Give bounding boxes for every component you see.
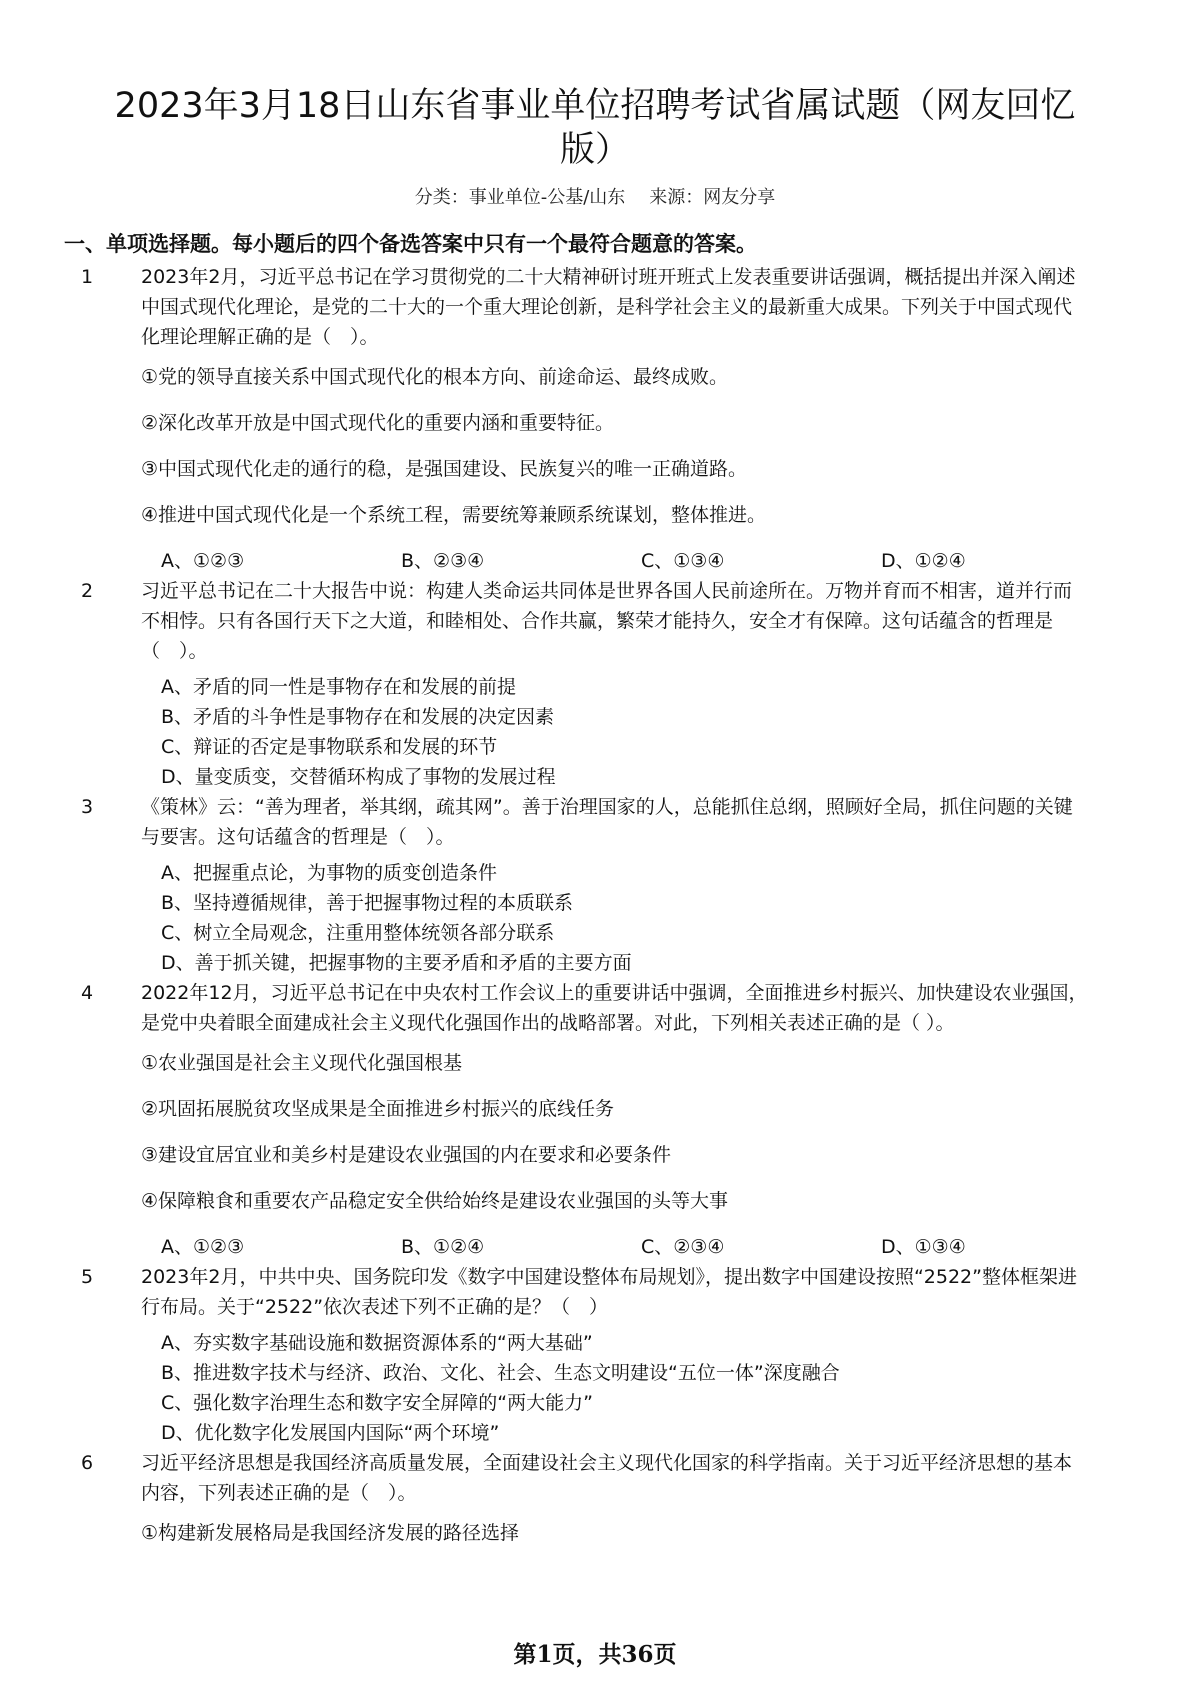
question-stem: 习近平总书记在二十大报告中说：构建人类命运共同体是世界各国人民前途所在。万物并育而不相害，道并行而不相悖。只有各国行天下之大道，和睦相处、合作共赢，繁荣才能持久，安全才有保障。这句话蕴含的哲理是（ ）。: [141, 580, 1073, 662]
statement: ④推进中国式现代化是一个系统工程，需要统筹兼顾系统谋划，整体推进。: [141, 504, 767, 526]
option-a: A、矛盾的同一性是事物存在和发展的前提: [161, 676, 516, 698]
question-stem: 2022年12月，习近平总书记在中央农村工作会议上的重要讲话中强调，全面推进乡村振兴、加快建设农业强国，是党中央着眼全面建成社会主义现代化强国作出的战略部署。对此，下列相关表述正确的是（ ）。: [141, 982, 1088, 1034]
option-d: D、①②④: [881, 550, 966, 572]
statement-list: [141, 362, 1090, 530]
question-stem: 习近平经济思想是我国经济高质量发展，全面建设社会主义现代化国家的科学指南。关于习近平经济思想的基本内容，下列表述正确的是（ ）。: [141, 1452, 1073, 1504]
question-stem: 2023年2月，中共中央、国务院印发《数字中国建设整体布局规划》，提出数字中国建设按照“2522”整体框架进行布局。关于“2522”依次表述下列不正确的是？（ ）: [141, 1266, 1077, 1318]
question-number: 6: [81, 1452, 94, 1474]
option-list: [141, 546, 1090, 576]
section-heading: 一、单项选择题。每小题后的四个备选答案中只有一个最符合题意的答案。: [64, 232, 757, 256]
question-number: 4: [81, 982, 94, 1004]
question-list: [0, 262, 1190, 1564]
question-number: 3: [81, 796, 94, 818]
question-4: [0, 978, 1190, 1262]
option-c: C、树立全局观念，注重用整体统领各部分联系: [161, 922, 555, 944]
statement-list: [141, 1048, 1090, 1216]
option-b: B、坚持遵循规律，善于把握事物过程的本质联系: [161, 892, 574, 914]
statement: ④保障粮食和重要农产品稳定安全供给始终是建设农业强国的头等大事: [141, 1190, 729, 1212]
option-list: [141, 1232, 1090, 1262]
option-c: C、②③④: [641, 1236, 725, 1258]
document-meta: [0, 186, 1190, 210]
option-list: [141, 1328, 1090, 1448]
option-b: B、推进数字技术与经济、政治、文化、社会、生态文明建设“五位一体”深度融合: [161, 1362, 840, 1384]
option-b: B、②③④: [401, 550, 485, 572]
statement: ③建设宜居宜业和美乡村是建设农业强国的内在要求和必要条件: [141, 1144, 672, 1166]
statement: ②巩固拓展脱贫攻坚成果是全面推进乡村振兴的底线任务: [141, 1098, 615, 1120]
question-1: [0, 262, 1190, 576]
option-a: A、①②③: [161, 550, 245, 572]
question-3: [0, 792, 1190, 978]
question-6: [0, 1448, 1190, 1548]
statement: ①党的领导直接关系中国式现代化的根本方向、前途命运、最终成败。: [141, 366, 729, 388]
option-a: A、夯实数字基础设施和数据资源体系的“两大基础”: [161, 1332, 593, 1354]
question-5: [0, 1262, 1190, 1448]
document-title: 2023年3月18日山东省事业单位招聘考试省属试题（网友回忆版）: [114, 86, 1076, 170]
question-number: 2: [81, 580, 94, 602]
option-c: C、辩证的否定是事物联系和发展的环节: [161, 736, 498, 758]
statement: ①构建新发展格局是我国经济发展的路径选择: [141, 1522, 520, 1544]
option-d: D、①③④: [881, 1236, 966, 1258]
option-b: B、①②④: [401, 1236, 485, 1258]
question-stem: 《策林》云：“善为理者，举其纲，疏其网”。善于治理国家的人，总能抓住总纲，照顾好全局，抓住问题的关键与要害。这句话蕴含的哲理是（ ）。: [141, 796, 1073, 848]
option-a: A、①②③: [161, 1236, 245, 1258]
question-2: [0, 576, 1190, 792]
statement: ①农业强国是社会主义现代化强国根基: [141, 1052, 463, 1074]
option-list: [141, 672, 1090, 792]
option-d: D、优化数字化发展国内国际“两个环境”: [161, 1422, 500, 1444]
statement-list: [141, 1518, 1090, 1548]
option-c: C、强化数字治理生态和数字安全屏障的“两大能力”: [161, 1392, 593, 1414]
option-d: D、善于抓关键，把握事物的主要矛盾和矛盾的主要方面: [161, 952, 632, 974]
option-c: C、①③④: [641, 550, 725, 572]
source-label: 来源：网友分享: [649, 187, 776, 208]
option-a: A、把握重点论，为事物的质变创造条件: [161, 862, 497, 884]
question-number: 1: [81, 266, 94, 288]
question-stem: 2023年2月，习近平总书记在学习贯彻党的二十大精神研讨班开班式上发表重要讲话强调，概括提出并深入阐述中国式现代化理论，是党的二十大的一个重大理论创新，是科学社会主义的最新重大成果。下列关于中国式现代化理论理解正确的是（ ）。: [141, 266, 1076, 348]
option-b: B、矛盾的斗争性是事物存在和发展的决定因素: [161, 706, 555, 728]
page-footer: 第1页，共36页: [513, 1641, 677, 1668]
category-label: 分类：事业单位-公基/山东: [414, 187, 626, 208]
statement: ③中国式现代化走的通行的稳，是强国建设、民族复兴的唯一正确道路。: [141, 458, 748, 480]
statement: ②深化改革开放是中国式现代化的重要内涵和重要特征。: [141, 412, 615, 434]
option-list: [141, 858, 1090, 978]
option-d: D、量变质变，交替循环构成了事物的发展过程: [161, 766, 556, 788]
question-number: 5: [81, 1266, 94, 1288]
